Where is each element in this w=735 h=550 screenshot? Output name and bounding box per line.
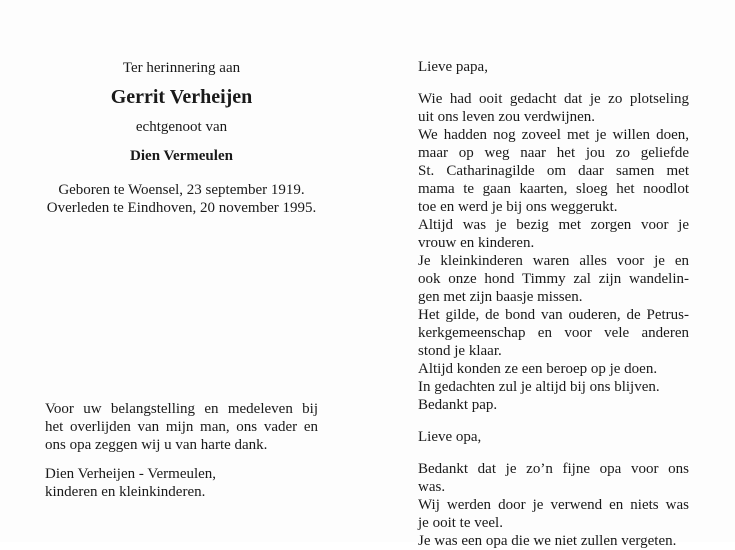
message-line: St. Catharinagilde om daar samen met — [418, 163, 689, 179]
thanks-line: het overlijden van mijn man, ons vader en — [45, 419, 318, 435]
message-line: was. — [418, 479, 446, 495]
deceased-name: Gerrit Verheijen — [110, 86, 253, 108]
memorial-header — [45, 58, 318, 217]
spouse-name: Dien Vermeulen — [130, 148, 233, 164]
personal-messages — [418, 58, 689, 550]
signature-line: kinderen en kleinkinderen. — [45, 484, 206, 500]
thanks-message — [45, 400, 318, 454]
thanks-line: ons opa zeggen wij u van harte dank. — [45, 437, 268, 453]
thanks-line: Voor uw belangstelling en medeleven bij — [45, 401, 318, 417]
message-line: ook onze hond Timmy zal zijn wandelin- — [418, 271, 689, 287]
greeting-papa: Lieve papa, — [418, 59, 488, 75]
message-line: We hadden nog zoveel met je willen doen, — [418, 127, 689, 143]
message-line: kerkgemeenschap en voor vele anderen — [418, 325, 689, 341]
message-line: Het gilde, de bond van ouderen, de Petrus- — [418, 307, 689, 323]
message-line: In gedachten zul je altijd bij ons blijven. — [418, 379, 660, 395]
in-memory-of-text: Ter herinnering aan — [122, 60, 241, 76]
message-line: Je was een opa die we niet zullen vergeten. — [418, 533, 677, 549]
life-dates — [45, 181, 318, 217]
message-line: maar op weg naar het jou zo geliefde — [418, 145, 689, 161]
message-line: vrouw en kinderen. — [418, 235, 535, 251]
death-line: Overleden te Eindhoven, 20 november 1995. — [46, 200, 317, 216]
spouse-of-text: echtgenoot van — [135, 119, 228, 135]
message-line: uit ons leven zou verdwijnen. — [418, 109, 596, 125]
message-papa — [418, 90, 689, 414]
greeting-opa: Lieve opa, — [418, 429, 482, 445]
message-line: toe en werd je bij ons weggerukt. — [418, 199, 618, 215]
message-line: mama te gaan kaarten, sloeg het noodlot — [418, 181, 689, 197]
thanks-signature — [45, 465, 318, 501]
message-opa — [418, 460, 689, 550]
message-line: stond je klaar. — [418, 343, 502, 359]
message-line: Altijd konden ze een beroep op je doen. — [418, 361, 658, 377]
signature-line: Dien Verheijen - Vermeulen, — [45, 466, 217, 482]
message-line: Altijd was je bezig met zorgen voor je — [418, 217, 689, 233]
birth-line: Geboren te Woensel, 23 september 1919. — [58, 182, 305, 198]
message-line: Wij werden door je verwend en niets was — [418, 497, 689, 513]
message-line: Je kleinkinderen waren alles voor je en — [418, 253, 689, 269]
message-line: Bedankt pap. — [418, 397, 498, 413]
message-line: je ooit te veel. — [418, 515, 503, 531]
message-line: gen met zijn baasje missen. — [418, 289, 583, 305]
message-line: Bedankt dat je zo’n fijne opa voor ons — [418, 461, 689, 477]
message-line: Wie had ooit gedacht dat je zo plotseling — [418, 91, 689, 107]
